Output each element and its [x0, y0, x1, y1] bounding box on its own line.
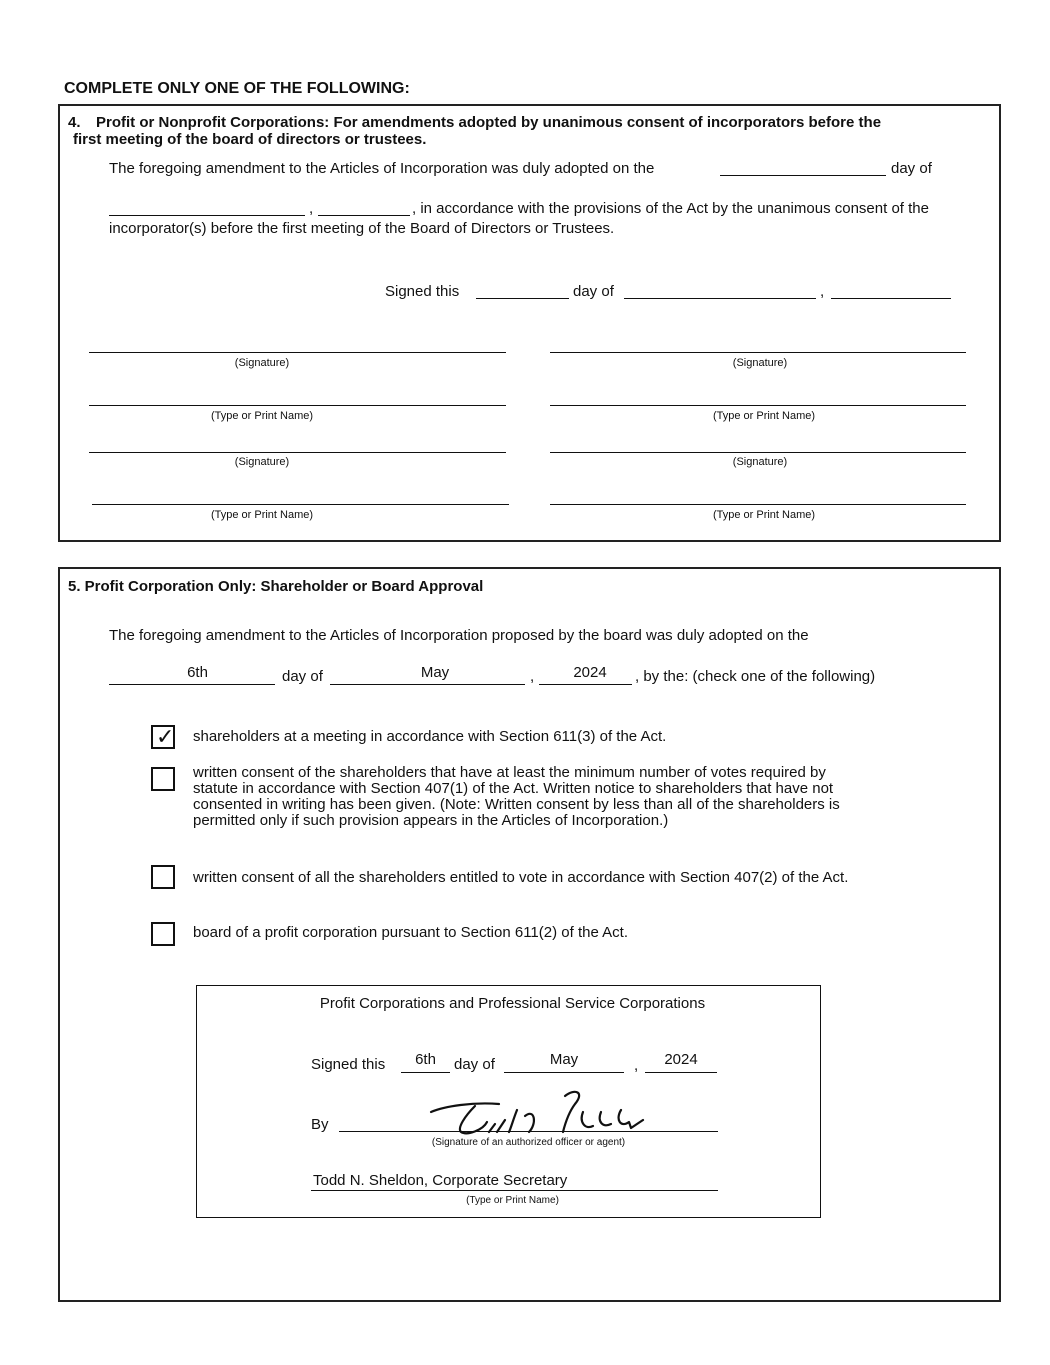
s5-month-value: May — [420, 664, 450, 681]
s4-print-name-line-1[interactable] — [89, 405, 506, 406]
option-2-line-3: consented in writing has been given. (Note: Written consent by less than all of the shareholders is — [193, 796, 840, 813]
signbox-day-value: 6th — [415, 1051, 436, 1068]
s4-signed-day-of-text: day of — [573, 283, 614, 300]
section-5-title: 5. Profit Corporation Only: Shareholder or Board Approval — [68, 578, 484, 595]
signbox-year-value: 2024 — [664, 1051, 698, 1068]
s5-by-the-text: , by the: (check one of the following) — [635, 668, 876, 685]
s4-adopted-year-field[interactable] — [318, 215, 410, 216]
option-1-text: shareholders at a meeting in accordance with Section 611(3) of the Act. — [193, 728, 667, 745]
page-heading: COMPLETE ONLY ONE OF THE FOLLOWING: — [64, 80, 410, 97]
s4-print-label-1: (Type or Print Name) — [210, 410, 314, 422]
section-4-number: 4. — [68, 114, 81, 131]
section-4-para-start: The foregoing amendment to the Articles of Incorporation was duly adopted on the — [109, 160, 655, 177]
signbox-print-caption: (Type or Print Name) — [466, 1195, 559, 1206]
s4-print-name-line-4[interactable] — [550, 504, 966, 505]
s5-para: The foregoing amendment to the Articles of Incorporation proposed by the board was duly adopted on the — [109, 627, 809, 644]
s4-print-name-line-2[interactable] — [550, 405, 966, 406]
signbox-year-field[interactable] — [645, 1072, 717, 1073]
s4-print-name-line-3[interactable] — [92, 504, 509, 505]
option-2-line-4: permitted only if such provision appears in the Articles of Incorporation.) — [193, 812, 669, 829]
s4-print-label-2: (Type or Print Name) — [712, 410, 816, 422]
s4-print-label-3: (Type or Print Name) — [210, 509, 314, 521]
signbox-by-label: By — [311, 1116, 329, 1133]
s4-signature-line-1[interactable] — [89, 352, 506, 353]
s5-day-value: 6th — [187, 664, 208, 681]
s4-signed-year-field[interactable] — [831, 298, 951, 299]
s4-signature-line-4[interactable] — [550, 452, 966, 453]
signbox-name-line[interactable] — [311, 1190, 718, 1191]
option-shareholders-meeting-checkbox[interactable] — [151, 725, 175, 749]
option-3-text: written consent of all the shareholders entitled to vote in accordance with Section 407(2) of the Act. — [193, 869, 849, 886]
s5-year-value: 2024 — [573, 664, 607, 681]
signbox-signature-caption: (Signature of an authorized officer or agent) — [431, 1137, 626, 1148]
s4-signed-day-field[interactable] — [476, 298, 569, 299]
signbox-day-of: day of — [454, 1056, 495, 1073]
s4-signature-label-2: (Signature) — [732, 357, 788, 369]
option-2-line-1: written consent of the shareholders that have at least the minimum number of votes required by — [193, 764, 826, 781]
s4-signed-this-text: Signed this — [385, 283, 460, 300]
s4-comma: , — [309, 200, 314, 217]
s4-signed-comma: , — [820, 283, 825, 300]
option-written-consent-all-checkbox[interactable] — [151, 865, 175, 889]
s4-signature-label-1: (Signature) — [234, 357, 290, 369]
option-4-text: board of a profit corporation pursuant to Section 611(2) of the Act. — [193, 924, 628, 941]
option-2-line-2: statute in accordance with Section 407(1) of the Act. Written notice to shareholders that have not — [193, 780, 834, 797]
s4-signature-label-3: (Signature) — [234, 456, 290, 468]
s4-signature-line-3[interactable] — [89, 452, 506, 453]
s4-adopted-month-field[interactable] — [109, 215, 305, 216]
s4-signature-line-2[interactable] — [550, 352, 966, 353]
s4-day-of-text: day of — [891, 160, 932, 177]
signbox-day-field[interactable] — [401, 1072, 450, 1073]
s4-print-label-4: (Type or Print Name) — [712, 509, 816, 521]
checkmark-icon: ✓ — [156, 724, 175, 749]
s5-year-field[interactable] — [539, 684, 632, 685]
s4-signature-label-4: (Signature) — [732, 456, 788, 468]
option-written-consent-min-checkbox[interactable] — [151, 767, 175, 791]
s5-day-field[interactable] — [109, 684, 275, 685]
option-board-checkbox[interactable] — [151, 922, 175, 946]
s4-adopted-day-field[interactable] — [720, 175, 886, 176]
signbox-signed-this: Signed this — [311, 1056, 386, 1073]
handwritten-signature — [425, 1082, 665, 1138]
s5-month-field[interactable] — [330, 684, 525, 685]
s4-para-mid: , in accordance with the provisions of the Act by the unanimous consent of the — [412, 200, 929, 217]
s5-day-of-text: day of — [282, 668, 323, 685]
section-4-title-line1: Profit or Nonprofit Corporations: For amendments adopted by unanimous consent of incorporators before the — [96, 114, 882, 131]
section-4-title-line2: first meeting of the board of directors or trustees. — [73, 131, 427, 148]
signbox-month-field[interactable] — [504, 1072, 624, 1073]
signbox-title: Profit Corporations and Professional Service Corporations — [319, 995, 706, 1012]
s4-para-end: incorporator(s) before the first meeting of the Board of Directors or Trustees. — [109, 220, 615, 237]
s4-signed-month-field[interactable] — [624, 298, 816, 299]
signbox-month-value: May — [549, 1051, 579, 1068]
signbox-signer-name: Todd N. Sheldon, Corporate Secretary — [313, 1172, 568, 1189]
